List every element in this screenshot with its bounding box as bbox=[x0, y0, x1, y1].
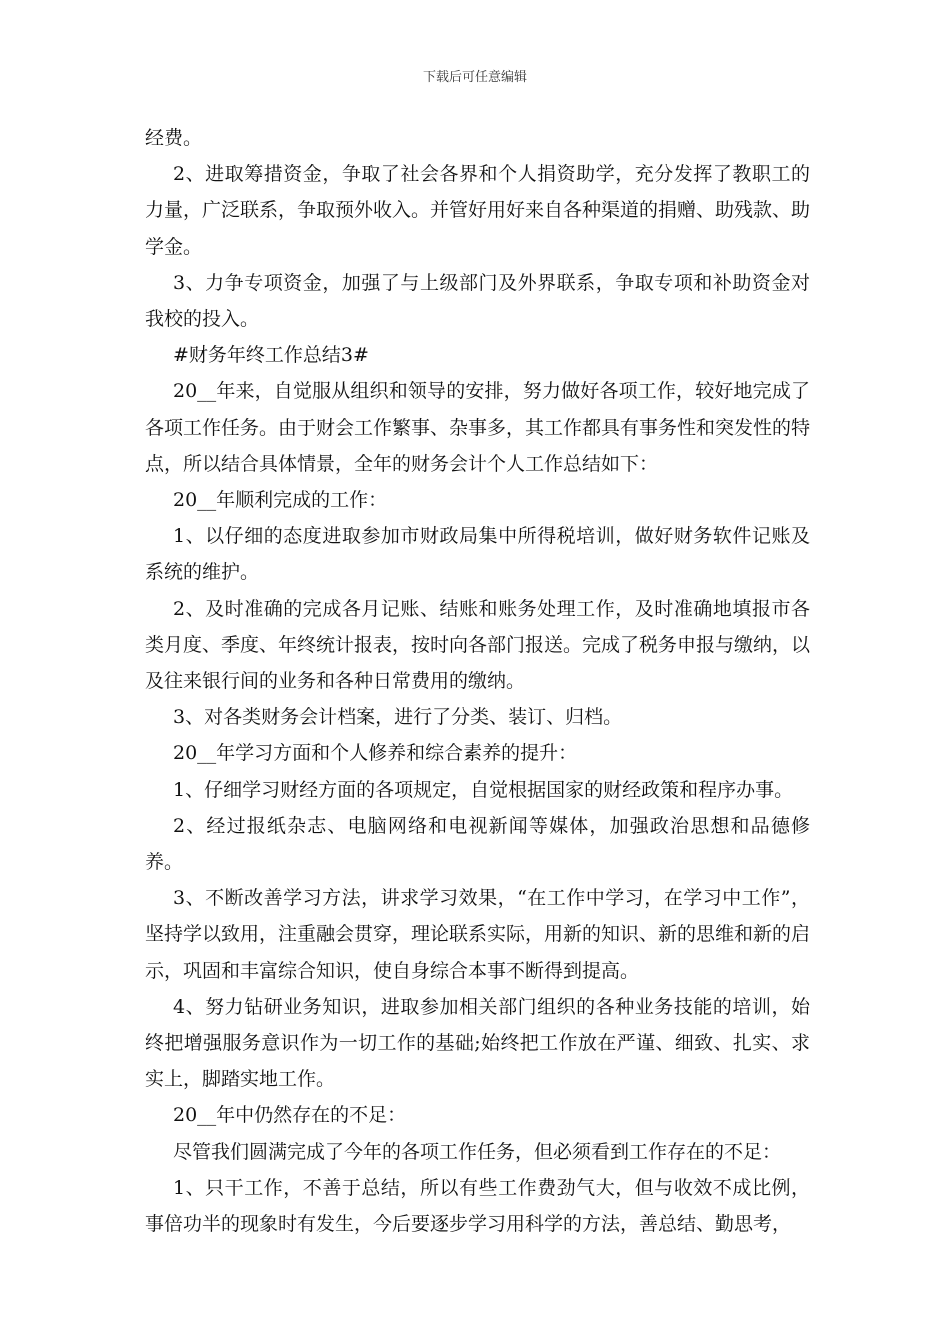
paragraph: 尽管我们圆满完成了今年的各项工作任务，但必须看到工作存在的不足： bbox=[173, 1140, 782, 1163]
document-body bbox=[145, 120, 810, 1242]
paragraph: 20__年顺利完成的工作： bbox=[173, 489, 388, 512]
paragraph: 2、进取筹措资金，争取了社会各界和个人捐资助学，充分发挥了教职工的力量，广泛联系，争取预外收入。并管好用好来自各种渠道的捐赠、助残款、助学金。 bbox=[145, 163, 811, 258]
paragraph: 1、仔细学习财经方面的各项规定，自觉根据国家的财经政策和程序办事。 bbox=[173, 778, 794, 801]
paragraph: 20__年来，自觉服从组织和领导的安排，努力做好各项工作，较好地完成了各项工作任务。由于财会工作繁事、杂事多，其工作都具有事务性和突发性的特点，所以结合具体情景，全年的财务会计个人工作总结如下： bbox=[145, 380, 811, 475]
paragraph: 3、对各类财务会计档案，进行了分类、装订、归档。 bbox=[173, 706, 623, 729]
paragraph: #财务年终工作总结3# bbox=[173, 344, 369, 367]
paragraph: 20__年中仍然存在的不足： bbox=[173, 1104, 407, 1127]
paragraph: 1、以仔细的态度进取参加市财政局集中所得税培训，做好财务软件记账及系统的维护。 bbox=[145, 525, 810, 584]
paragraph: 20__年学习方面和个人修养和综合素养的提升： bbox=[173, 742, 578, 765]
paragraph: 3、力争专项资金，加强了与上级部门及外界联系，争取专项和补助资金对我校的投入。 bbox=[145, 271, 810, 331]
page-header: 下载后可任意编辑 bbox=[422, 70, 527, 85]
paragraph: 4、努力钻研业务知识，进取参加相关部门组织的各种业务技能的培训，始终把增强服务意识作为一切工作的基础;始终把工作放在严谨、细致、扎实、求实上，脚踏实地工作。 bbox=[145, 995, 810, 1091]
paragraph: 3、不断改善学习方法，讲求学习效果，“在工作中学习，在学习中工作”，坚持学以致用，注重融会贯穿，理论联系实际，用新的知识、新的思维和新的启示，巩固和丰富综合知识，使自身综合本事不断得到提高。 bbox=[145, 887, 811, 982]
paragraph: 2、及时准确的完成各月记账、结账和账务处理工作，及时准确地填报市各类月度、季度、年终统计报表，按时向各部门报送。完成了税务申报与缴纳，以及往来银行间的业务和各种日常费用的缴纳。 bbox=[145, 597, 811, 693]
paragraph: 1、只干工作，不善于总结，所以有些工作费劲气大，但与收效不成比例，事倍功半的现象时有发生，今后要逐步学习用科学的方法，善总结、勤思考， bbox=[145, 1176, 810, 1236]
paragraph: 经费。 bbox=[145, 127, 203, 149]
paragraph: 2、经过报纸杂志、电脑网络和电视新闻等媒体，加强政治思想和品德修养。 bbox=[145, 814, 810, 874]
